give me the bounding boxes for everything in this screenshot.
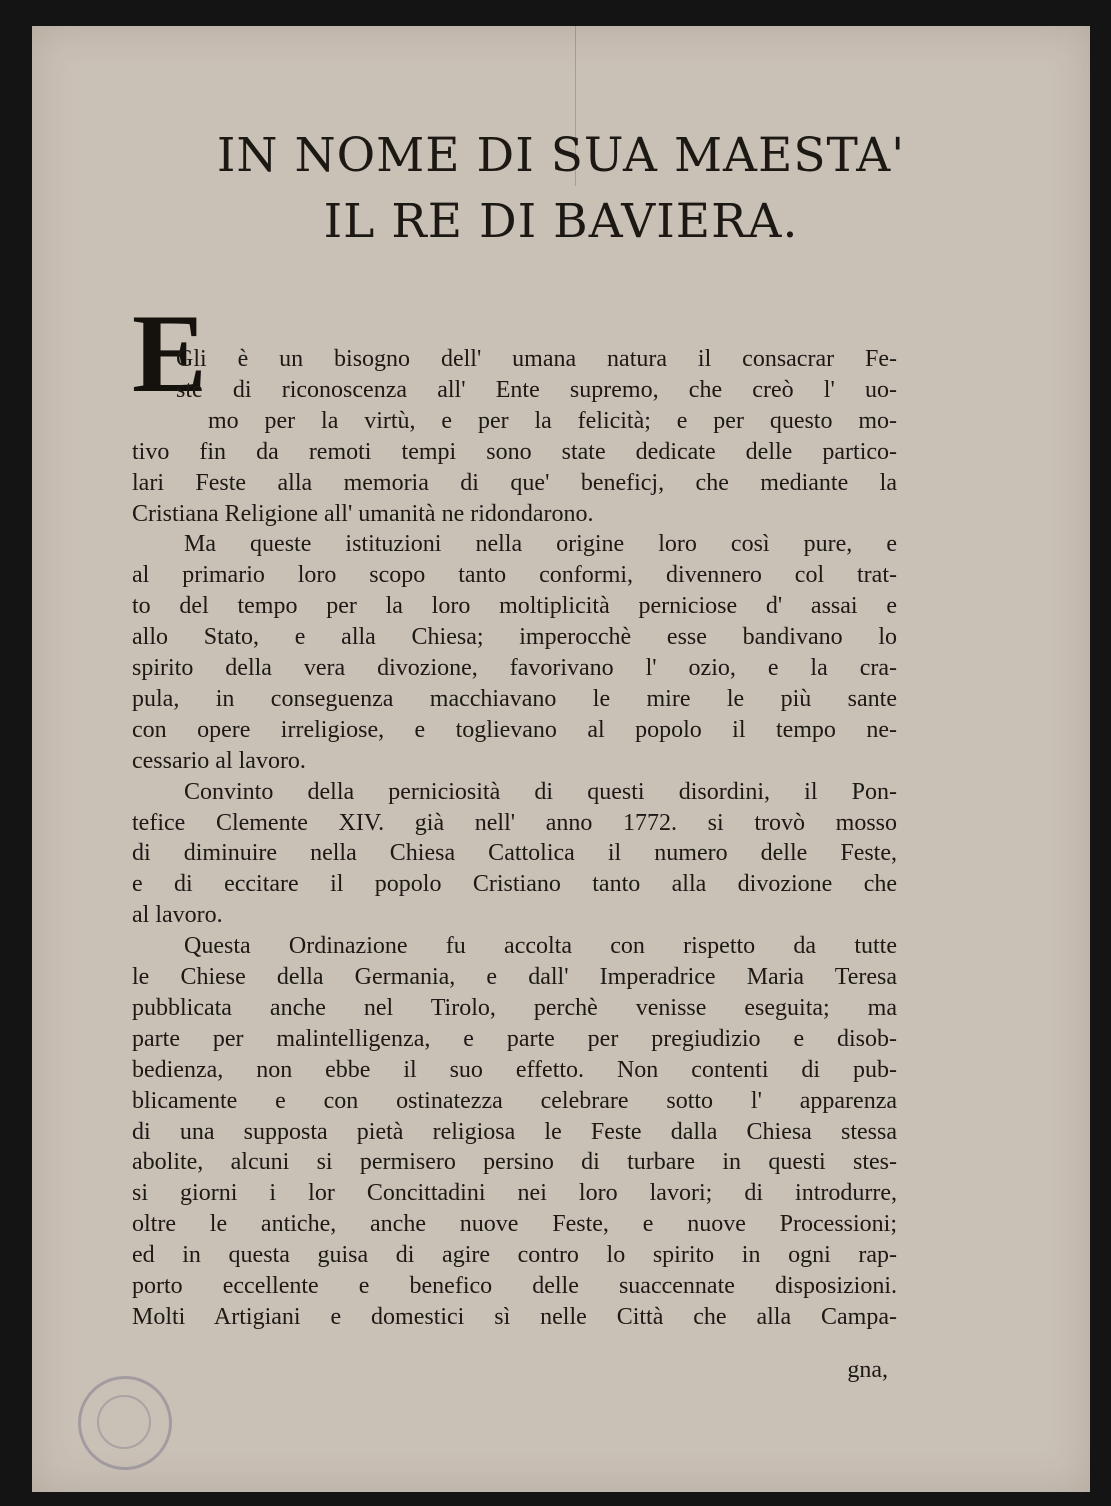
text-line: parte per malintelligenza, e parte per pregiudizio e disob- (132, 1025, 897, 1052)
text-line: Gli è un bisogno dell' umana natura il consacrar Fe- (176, 346, 897, 372)
library-stamp (78, 1376, 172, 1470)
text-line: cessario al lavoro. (132, 747, 306, 774)
text-line: blicamente e con ostinatezza celebrare sotto l' apparenza (132, 1087, 897, 1114)
text-line: di diminuire nella Chiesa Cattolica il numero delle Feste, (132, 840, 897, 867)
text-line: lari Feste alla memoria di que' beneficj, che mediante la (132, 469, 897, 496)
text-line: oltre le antiche, anche nuove Feste, e nuove Processioni; (132, 1211, 897, 1238)
text-line: bedienza, non ebbe il suo effetto. Non contenti di pub- (132, 1056, 897, 1083)
text-line: si giorni i lor Concittadini nei loro lavori; di introdurre, (132, 1180, 897, 1207)
title-line-2: IL RE DI BAVIERA. (323, 194, 799, 249)
text-line: spirito della vera divozione, favorivano l' ozio, e la cra- (132, 655, 897, 681)
text-line: tefice Clemente XIV. già nell' anno 1772. si trovò mosso (132, 809, 897, 836)
library-stamp-inner (97, 1395, 151, 1449)
text-line: pubblicata anche nel Tirolo, perchè venisse eseguita; ma (132, 994, 897, 1021)
text-line: con opere irreligiose, e toglievano al popolo il tempo ne- (132, 716, 897, 743)
text-line: Convinto della perniciosità di questi disordini, il Pon- (184, 778, 897, 805)
text-line: Molti Artigiani e domestici sì nelle Città che alla Campa- (132, 1303, 897, 1330)
title-line-1: IN NOME DI SUA MAESTA' (216, 128, 906, 183)
text-line: Questa Ordinazione fu accolta con rispetto da tutte (184, 933, 897, 960)
text-line: le Chiese della Germania, e dall' Imperadrice Maria Teresa (132, 964, 897, 990)
text-line: abolite, alcuni si permisero persino di turbare in questi stes- (132, 1149, 897, 1176)
text-line: to del tempo per la loro moltiplicità perniciose d' assai e (132, 593, 897, 620)
text-line: di una supposta pietà religiosa le Feste dalla Chiesa stessa (132, 1118, 897, 1145)
text-line: al lavoro. (132, 902, 223, 929)
text-line: porto eccellente e benefico delle suaccennate disposizioni. (132, 1273, 897, 1299)
drop-cap: E (132, 292, 207, 416)
text-line: e di eccitare il popolo Cristiano tanto alla divozione che (132, 871, 897, 898)
document-page (32, 26, 1090, 1492)
text-line: ed in questa guisa di agire contro lo spirito in ogni rap- (132, 1242, 897, 1269)
text-line: pula, in conseguenza macchiavano le mire le più sante (132, 685, 897, 712)
text-line: tivo fin da remoti tempi sono state dedicate delle partico- (132, 438, 897, 465)
text-line: allo Stato, e alla Chiesa; imperocchè esse bandivano lo (132, 624, 897, 651)
text-line: Ma queste istituzioni nella origine loro così pure, e (184, 531, 897, 558)
text-line: mo per la virtù, e per la felicità; e per questo mo- (208, 407, 897, 434)
text-line: Cristiana Religione all' umanità ne ridondarono. (132, 500, 594, 527)
text-line: al primario loro scopo tanto conformi, divennero col trat- (132, 562, 897, 589)
catchword: gna, (847, 1357, 888, 1383)
text-line: ste di riconoscenza all' Ente supremo, che creò l' uo- (176, 376, 897, 403)
